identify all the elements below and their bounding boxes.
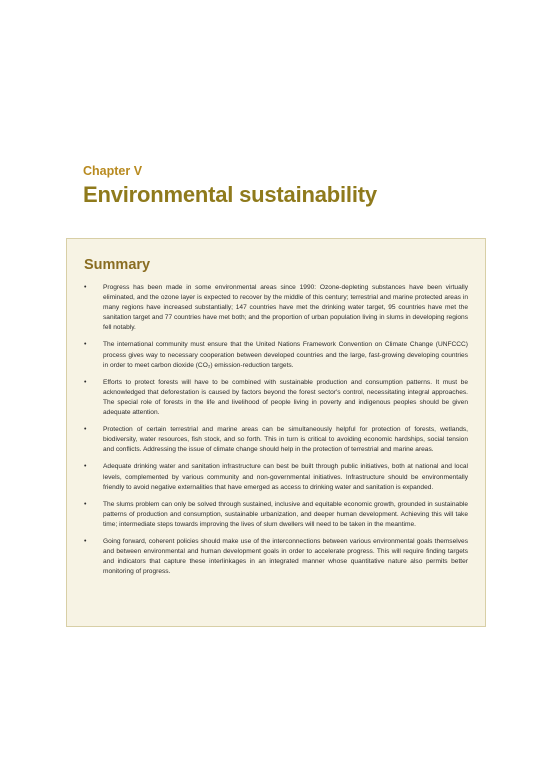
summary-item-text: Efforts to protect forests will have to be combined with sustainable production and consumption patterns. It must be acknowledged that deforestation is caused by factors beyond the forest sector's control, necessitating integral approaches. The special role of forests in the life and livelihood of people living in poverty and indigenous peoples should be given adequate attention. [103, 378, 468, 417]
bullet-icon: • [84, 378, 87, 386]
summary-item [84, 340, 468, 370]
summary-item [84, 378, 468, 418]
summary-item [84, 500, 468, 530]
summary-item [84, 425, 468, 455]
bullet-icon: • [84, 500, 87, 508]
summary-item [84, 462, 468, 492]
bullet-icon: • [84, 537, 87, 545]
summary-box [66, 238, 486, 627]
bullet-icon: • [84, 463, 87, 471]
summary-item [84, 537, 468, 577]
summary-heading: Summary [84, 257, 151, 273]
bullet-icon: • [84, 426, 87, 434]
summary-item-text: Progress has been made in some environmental areas since 1990: Ozone-depleting substances have been virtually eliminated, and the ozone layer is expected to recover by the middle of this century; terrestrial and marine protected areas in many regions have increased substantially; 147 countries have met the drinking water target, 95 countries have met the sanitation target and 77 countries have met both; and the proportion of urban population living in slums in developing regions fell notably. [103, 284, 468, 332]
summary-item-text: Going forward, coherent policies should make use of the interconnections between various environmental goals themselves and between environmental and human development goals in order to accelerate progress. This will require finding targets and indicators that capture these interlinkages in an integrated manner whose quantitative nature also permits better monitoring of progress. [103, 537, 468, 576]
chapter-label: Chapter V [83, 164, 143, 178]
bullet-icon: • [84, 284, 87, 291]
summary-list [84, 283, 468, 577]
summary-item-text: The slums problem can only be solved through sustained, inclusive and equitable economic growth, grounded in sustainable patterns of production and consumption, sustainable urbanization, and deeper human development. Achieving this will take time; intermediate steps towards improving the lives of slum dwellers will need to be taken in the meantime. [103, 500, 468, 528]
summary-item [84, 283, 468, 333]
chapter-title: Environmental sustainability [83, 182, 377, 207]
summary-item-text: Adequate drinking water and sanitation infrastructure can best be built through public initiatives, both at national and local levels, complemented by various community and non-governmental initiatives. Infrastructure should be environmentally friendly to avoid negative externalities that have emerged as access to drinking water and sanitation is expanded. [103, 463, 468, 491]
bullet-icon: • [84, 341, 87, 349]
chapter-header [83, 164, 503, 208]
summary-item-text: Protection of certain terrestrial and marine areas can be simultaneously helpful for protection of forests, wetlands, biodiversity, water resources, fish stock, and so forth. This in turn is critical to avoiding economic hardships, social tension and conflicts. Addressing the issue of climate change should help in the protection of terrestrial and marine areas. [103, 426, 468, 454]
summary-item-text: The international community must ensure that the United Nations Framework Convention on Climate Change (UNFCCC) process gives way to necessary cooperation between developed countries and the large, fast-growing developing countries in order to meet carbon dioxide (CO₂) emission-reduction targets. [103, 341, 468, 369]
